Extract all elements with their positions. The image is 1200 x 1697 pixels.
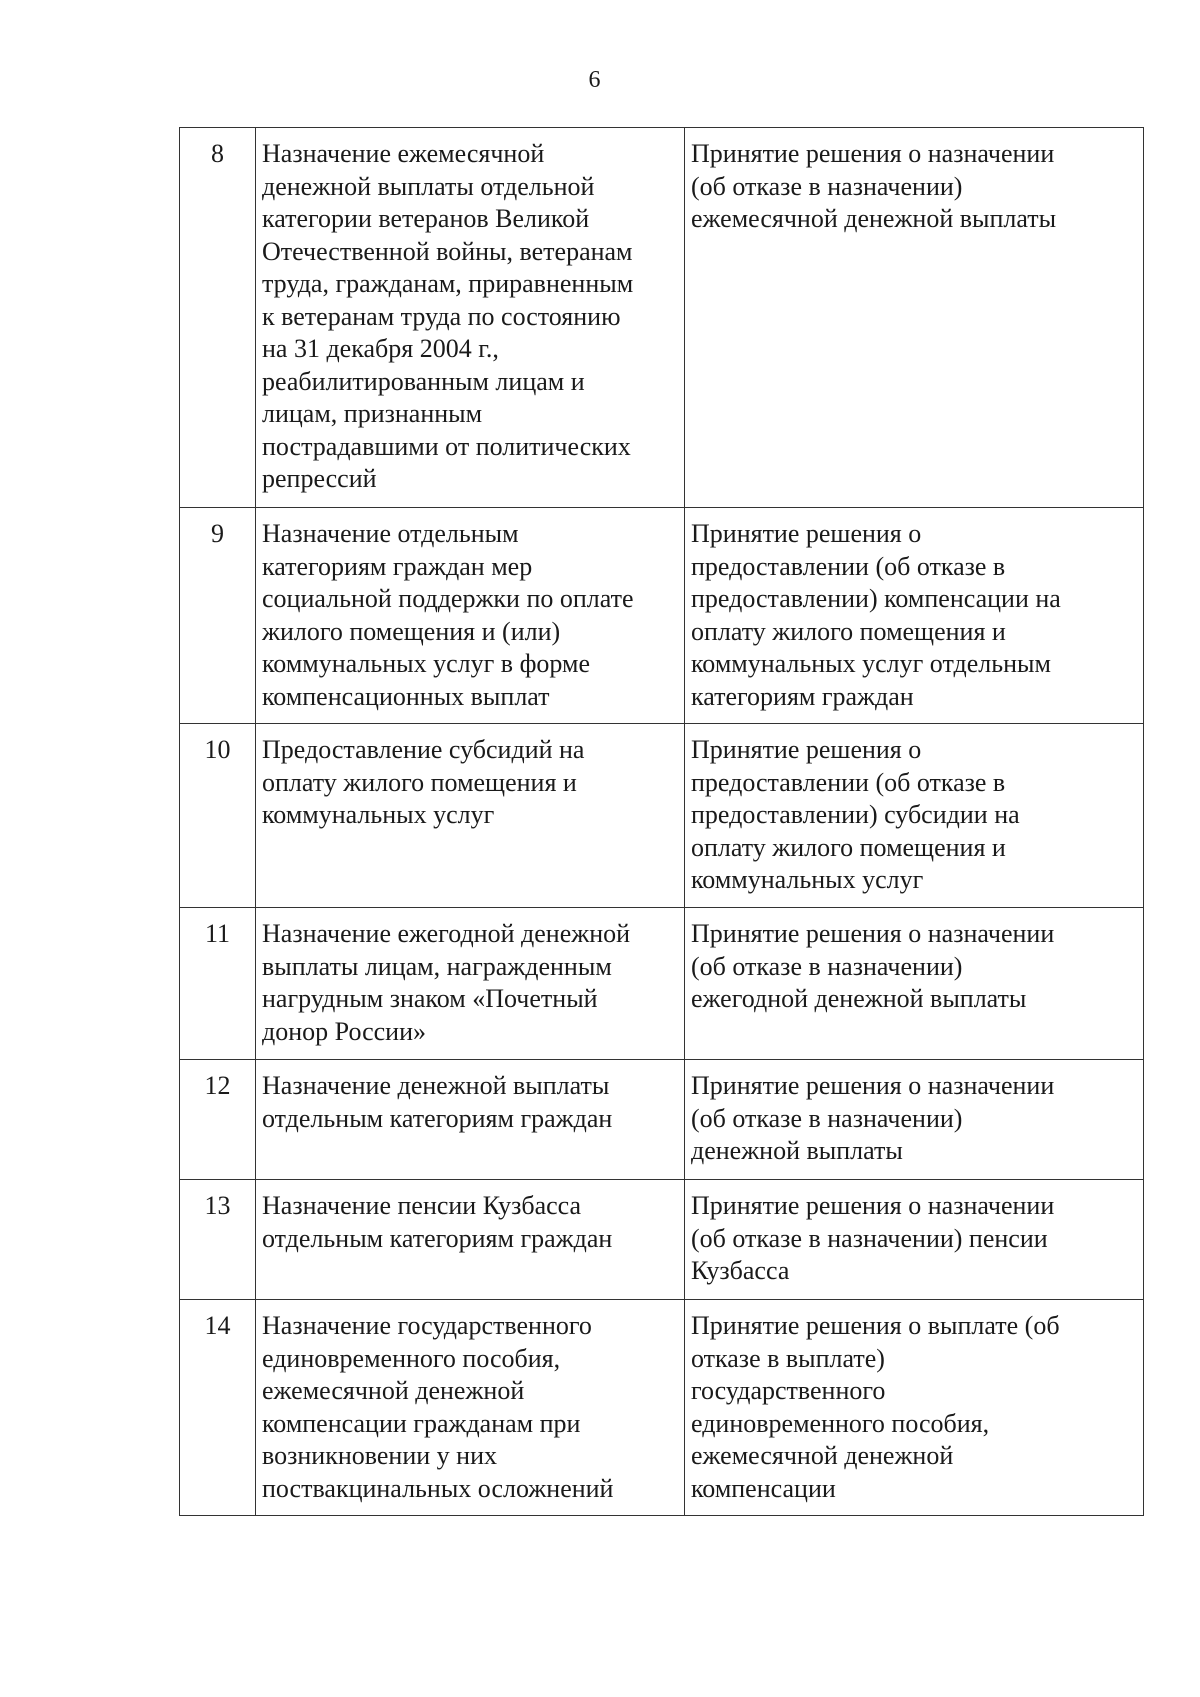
result-line: компенсации [691, 1473, 836, 1503]
service-name-line: Назначение государственного [262, 1311, 592, 1340]
service-name-line: нагрудным знаком «Почетный [262, 984, 598, 1013]
row-number: 10 [180, 724, 256, 908]
result-cell [685, 724, 1144, 908]
service-name-cell [256, 1060, 685, 1180]
service-name-line: труда, гражданам, приравненным [262, 269, 634, 298]
service-name-line: Назначение ежемесячной [262, 139, 545, 168]
service-name-line: категориям граждан мер [262, 551, 533, 581]
result-line: Принятие решения о [691, 519, 922, 548]
result-cell [685, 1300, 1144, 1516]
result-cell [685, 1060, 1144, 1180]
result-line: Кузбасса [691, 1256, 790, 1285]
row-number: 11 [180, 908, 256, 1060]
service-name-cell [256, 1300, 685, 1516]
service-name-line: выплаты лицам, награжденным [262, 951, 612, 981]
table-row [180, 128, 1144, 508]
table-row [180, 508, 1144, 724]
result-line: Принятие решения о выплате (об [691, 1311, 1060, 1340]
service-name-line: ежемесячной денежной [262, 1376, 525, 1405]
result-cell [685, 1180, 1144, 1300]
service-name-line: компенсации гражданам при [262, 1408, 581, 1438]
result-line: (об отказе в назначении) [691, 171, 963, 201]
service-name-line: поствакцинальных осложнений [262, 1473, 614, 1503]
service-name-line: единовременного пособия, [262, 1343, 561, 1373]
table-row [180, 908, 1144, 1060]
row-number: 14 [180, 1300, 256, 1516]
service-name-cell [256, 724, 685, 908]
service-name-line: Назначение ежегодной денежной [262, 919, 631, 948]
service-name-cell [256, 908, 685, 1060]
result-line: Принятие решения о назначении [691, 1071, 1055, 1100]
table-row [180, 1060, 1144, 1180]
service-name-line: категории ветеранов Великой [262, 204, 590, 233]
page-number: 6 [588, 67, 601, 93]
table-row [180, 1300, 1144, 1516]
row-number: 13 [180, 1180, 256, 1300]
row-number: 12 [180, 1060, 256, 1180]
result-line: единовременного пособия, [691, 1408, 990, 1438]
result-line: коммунальных услуг отдельным [691, 649, 1051, 678]
result-line: предоставлении (об отказе в [691, 551, 1006, 581]
service-name-cell [256, 508, 685, 724]
service-name-line: пострадавшими от политических [262, 431, 631, 461]
service-name-line: коммунальных услуг [262, 800, 495, 829]
service-name-line: Предоставление субсидий на [262, 735, 585, 764]
service-name-line: жилого помещения и (или) [262, 616, 561, 646]
result-line: оплату жилого помещения и [691, 832, 1006, 862]
result-line: Принятие решения о назначении [691, 139, 1055, 168]
result-line: отказе в выплате) [691, 1343, 885, 1373]
row-number: 9 [180, 508, 256, 724]
service-name-line: реабилитированным лицам и [262, 366, 585, 396]
result-line: (об отказе в назначении) [691, 1103, 963, 1133]
result-line: категориям граждан [691, 681, 914, 711]
result-line: денежной выплаты [691, 1136, 903, 1165]
result-line: предоставлении) компенсации на [691, 584, 1061, 613]
result-line: ежемесячной денежной выплаты [691, 204, 1057, 233]
result-line: Принятие решения о [691, 735, 922, 764]
result-line: ежемесячной денежной [691, 1441, 954, 1470]
service-name-cell [256, 128, 685, 508]
result-line: оплату жилого помещения и [691, 616, 1006, 646]
result-cell [685, 128, 1144, 508]
result-line: предоставлении) субсидии на [691, 800, 1020, 829]
result-line: (об отказе в назначении) пенсии [691, 1223, 1048, 1253]
table-row [180, 1180, 1144, 1300]
service-name-line: Назначение отдельным [262, 519, 519, 548]
service-name-line: репрессий [262, 464, 377, 493]
services-table [179, 127, 1144, 1516]
result-line: коммунальных услуг [691, 865, 924, 894]
result-line: Принятие решения о назначении [691, 919, 1055, 948]
result-line: государственного [691, 1376, 886, 1405]
result-line: (об отказе в назначении) [691, 951, 963, 981]
service-name-line: оплату жилого помещения и [262, 767, 577, 797]
service-name-line: коммунальных услуг в форме [262, 649, 591, 678]
result-line: предоставлении (об отказе в [691, 767, 1006, 797]
result-line: ежегодной денежной выплаты [691, 984, 1027, 1013]
service-name-line: Назначение денежной выплаты [262, 1071, 610, 1100]
service-name-line: Назначение пенсии Кузбасса [262, 1191, 582, 1220]
result-line: Принятие решения о назначении [691, 1191, 1055, 1220]
service-name-line: денежной выплаты отдельной [262, 171, 595, 201]
result-cell [685, 908, 1144, 1060]
service-name-line: отдельным категориям граждан [262, 1223, 613, 1253]
service-name-line: на 31 декабря 2004 г., [262, 334, 499, 363]
table-row [180, 724, 1144, 908]
service-name-line: возникновении у них [262, 1441, 497, 1470]
service-name-line: социальной поддержки по оплате [262, 584, 634, 613]
service-name-line: отдельным категориям граждан [262, 1103, 613, 1133]
service-name-line: Отечественной войны, ветеранам [262, 236, 633, 266]
service-name-line: лицам, признанным [262, 399, 483, 428]
service-name-cell [256, 1180, 685, 1300]
result-cell [685, 508, 1144, 724]
row-number: 8 [180, 128, 256, 508]
service-name-line: к ветеранам труда по состоянию [262, 301, 621, 331]
service-name-line: донор России» [262, 1016, 427, 1046]
service-name-line: компенсационных выплат [262, 681, 550, 711]
